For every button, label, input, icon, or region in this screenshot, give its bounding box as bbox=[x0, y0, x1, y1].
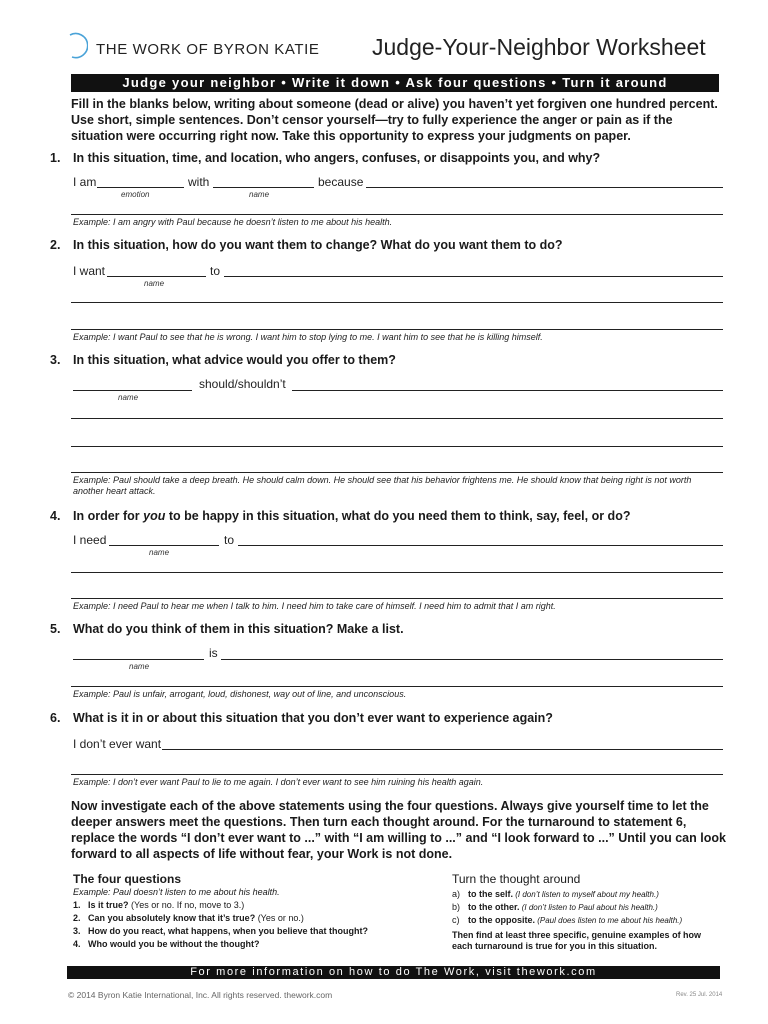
question-label: Is it true? bbox=[88, 900, 129, 910]
four-question-item bbox=[73, 938, 443, 951]
question-label: Who would you be without the thought? bbox=[88, 939, 260, 949]
should-shouldnt-label: should/shouldn’t bbox=[199, 377, 286, 391]
i-want-label: I want bbox=[73, 264, 106, 278]
turnaround-section bbox=[452, 872, 724, 952]
name-blank[interactable] bbox=[107, 276, 206, 277]
answer-line[interactable] bbox=[71, 446, 723, 447]
four-questions-section bbox=[73, 872, 443, 951]
is-label: is bbox=[209, 646, 218, 660]
answer-line[interactable] bbox=[71, 686, 723, 687]
dont-ever-want-label: I don’t ever want bbox=[73, 737, 162, 751]
copyright-text: © 2014 Byron Katie International, Inc. All rights reserved. thework.com bbox=[68, 990, 333, 1000]
to-label: to bbox=[210, 264, 221, 278]
example-text: Example: Paul is unfair, arrogant, loud, dishonest, way out of line, and unconscious. bbox=[73, 689, 407, 699]
four-questions-example: Example: Paul doesn’t listen to me about his health. bbox=[73, 887, 280, 897]
question-text: What do you think of them in this situation? Make a list. bbox=[73, 622, 404, 636]
answer-line[interactable] bbox=[71, 472, 723, 473]
question-number: 4. bbox=[50, 509, 61, 523]
question-number: 5. bbox=[50, 622, 61, 636]
item-number: 3. bbox=[73, 926, 81, 936]
answer-line[interactable] bbox=[71, 774, 723, 775]
question-number: 6. bbox=[50, 711, 61, 725]
name-caption: name bbox=[149, 548, 170, 557]
name-blank[interactable] bbox=[73, 659, 204, 660]
header-banner: Judge your neighbor • Write it down • Ask four questions • Turn it around bbox=[71, 74, 719, 92]
question-text: What is it in or about this situation that you don’t ever want to experience again? bbox=[73, 711, 553, 725]
emotion-caption: emotion bbox=[121, 190, 150, 199]
example-text: Example: I want Paul to see that he is wrong. I want him to stop lying to me. I want him to see that he is killing himself. bbox=[73, 332, 543, 342]
question-label: How do you react, what happens, when you believe that thought? bbox=[88, 926, 369, 936]
four-question-item bbox=[73, 912, 443, 925]
because-label: because bbox=[318, 175, 364, 189]
i-need-label: I need bbox=[73, 533, 107, 547]
question-text-post: to be happy in this situation, what do you need them to think, say, feel, or do? bbox=[165, 509, 631, 523]
should-blank[interactable] bbox=[292, 390, 723, 391]
question-note: (Yes or no. If no, move to 3.) bbox=[128, 900, 245, 910]
question-text-emphasis: you bbox=[143, 509, 166, 523]
turnaround-list bbox=[452, 888, 724, 927]
question-text-pre: In order for bbox=[73, 509, 144, 523]
answer-line[interactable] bbox=[71, 214, 723, 215]
question-number: 3. bbox=[50, 353, 61, 367]
question-text: In this situation, time, and location, who angers, confuses, or disappoints you, and why? bbox=[73, 151, 601, 165]
turnaround-note: (Paul does listen to me about his health.) bbox=[535, 916, 683, 925]
name-caption: name bbox=[249, 190, 270, 199]
name-blank[interactable] bbox=[109, 545, 219, 546]
question-note: (Yes or no.) bbox=[255, 913, 304, 923]
name-blank[interactable] bbox=[213, 187, 314, 188]
investigation-instructions: Now investigate each of the above statements using the four questions. Always give yourself time to let the deeper answers meet the questions. Then turn each thought around. For the turnaround to statement 6, replace the words “I don’t ever want to ...” with “I am willing to ...” and “I look forward to ...” Until you can look forward to all aspects of life without fear, your Work is not done. bbox=[71, 799, 726, 861]
dont-ever-want-blank[interactable] bbox=[162, 749, 723, 750]
to-blank[interactable] bbox=[224, 276, 723, 277]
question-text: In this situation, what advice would you offer to them? bbox=[73, 353, 396, 367]
turnaround-label: to the self. bbox=[468, 889, 514, 899]
turnaround-item bbox=[452, 888, 724, 901]
example-text: Example: I don’t ever want Paul to lie to me again. I don’t ever want to see him ruining his health again. bbox=[73, 777, 484, 787]
four-question-item bbox=[73, 899, 443, 912]
turnaround-label: to the opposite. bbox=[468, 915, 535, 925]
name-caption: name bbox=[118, 393, 139, 402]
item-letter: a) bbox=[452, 889, 461, 899]
is-blank[interactable] bbox=[221, 659, 723, 660]
turnaround-item bbox=[452, 914, 724, 927]
byron-katie-logo-icon bbox=[66, 31, 88, 61]
turnaround-item bbox=[452, 901, 724, 914]
question-text: In this situation, how do you want them to change? What do you want them to do? bbox=[73, 238, 563, 252]
item-number: 1. bbox=[73, 900, 81, 910]
answer-line[interactable] bbox=[71, 572, 723, 573]
to-blank[interactable] bbox=[238, 545, 723, 546]
turnaround-label: to the other. bbox=[468, 902, 520, 912]
because-blank[interactable] bbox=[366, 187, 723, 188]
answer-line[interactable] bbox=[71, 418, 723, 419]
item-letter: b) bbox=[452, 902, 461, 912]
item-letter: c) bbox=[452, 915, 460, 925]
example-text: Example: I am angry with Paul because he doesn’t listen to me about his health. bbox=[73, 217, 393, 227]
turnaround-closing: Then find at least three specific, genuine examples of how each turnaround is true for you in this situation. bbox=[452, 930, 702, 951]
i-am-label: I am bbox=[73, 175, 97, 189]
four-questions-heading: The four questions bbox=[73, 872, 181, 886]
example-text: Example: Paul should take a deep breath. He should calm down. He should see that his behavior frightens me. He should know that being right is not worth another heart attack. bbox=[73, 475, 692, 496]
turnaround-note: (I don’t listen to myself about my health.) bbox=[513, 890, 659, 899]
to-label: to bbox=[224, 533, 235, 547]
name-blank[interactable] bbox=[73, 390, 192, 391]
answer-line[interactable] bbox=[71, 598, 723, 599]
question-number: 2. bbox=[50, 238, 61, 252]
four-question-item bbox=[73, 925, 443, 938]
name-caption: name bbox=[144, 279, 165, 288]
footer-banner: For more information on how to do The Work, visit thework.com bbox=[67, 966, 720, 979]
question-number: 1. bbox=[50, 151, 61, 165]
revision-date: Rev. 25 Jul. 2014 bbox=[676, 992, 723, 998]
item-number: 2. bbox=[73, 913, 81, 923]
brand-name: THE WORK OF BYRON KATIE bbox=[96, 41, 320, 58]
page-title: Judge-Your-Neighbor Worksheet bbox=[372, 34, 706, 60]
question-label: Can you absolutely know that it’s true? bbox=[88, 913, 256, 923]
turnaround-heading: Turn the thought around bbox=[452, 872, 581, 886]
name-caption: name bbox=[129, 662, 150, 671]
answer-line[interactable] bbox=[71, 302, 723, 303]
example-text: Example: I need Paul to hear me when I talk to him. I need him to take care of himself. I need him to admit that I am right. bbox=[73, 601, 556, 611]
item-number: 4. bbox=[73, 939, 81, 949]
with-label: with bbox=[188, 175, 210, 189]
answer-line[interactable] bbox=[71, 329, 723, 330]
four-questions-list bbox=[73, 899, 443, 951]
turnaround-note: (I don’t listen to Paul about his health.) bbox=[519, 903, 658, 912]
intro-instructions: Fill in the blanks below, writing about someone (dead or alive) you haven’t yet forgiven one hundred percent. Use short, simple sentences. Don’t censor yourself—try to fully experience the anger or pain as if the situation were occurring right now. Take this opportunity to express your judgments on paper. bbox=[71, 97, 718, 143]
question-text bbox=[73, 509, 630, 523]
emotion-blank[interactable] bbox=[97, 187, 184, 188]
